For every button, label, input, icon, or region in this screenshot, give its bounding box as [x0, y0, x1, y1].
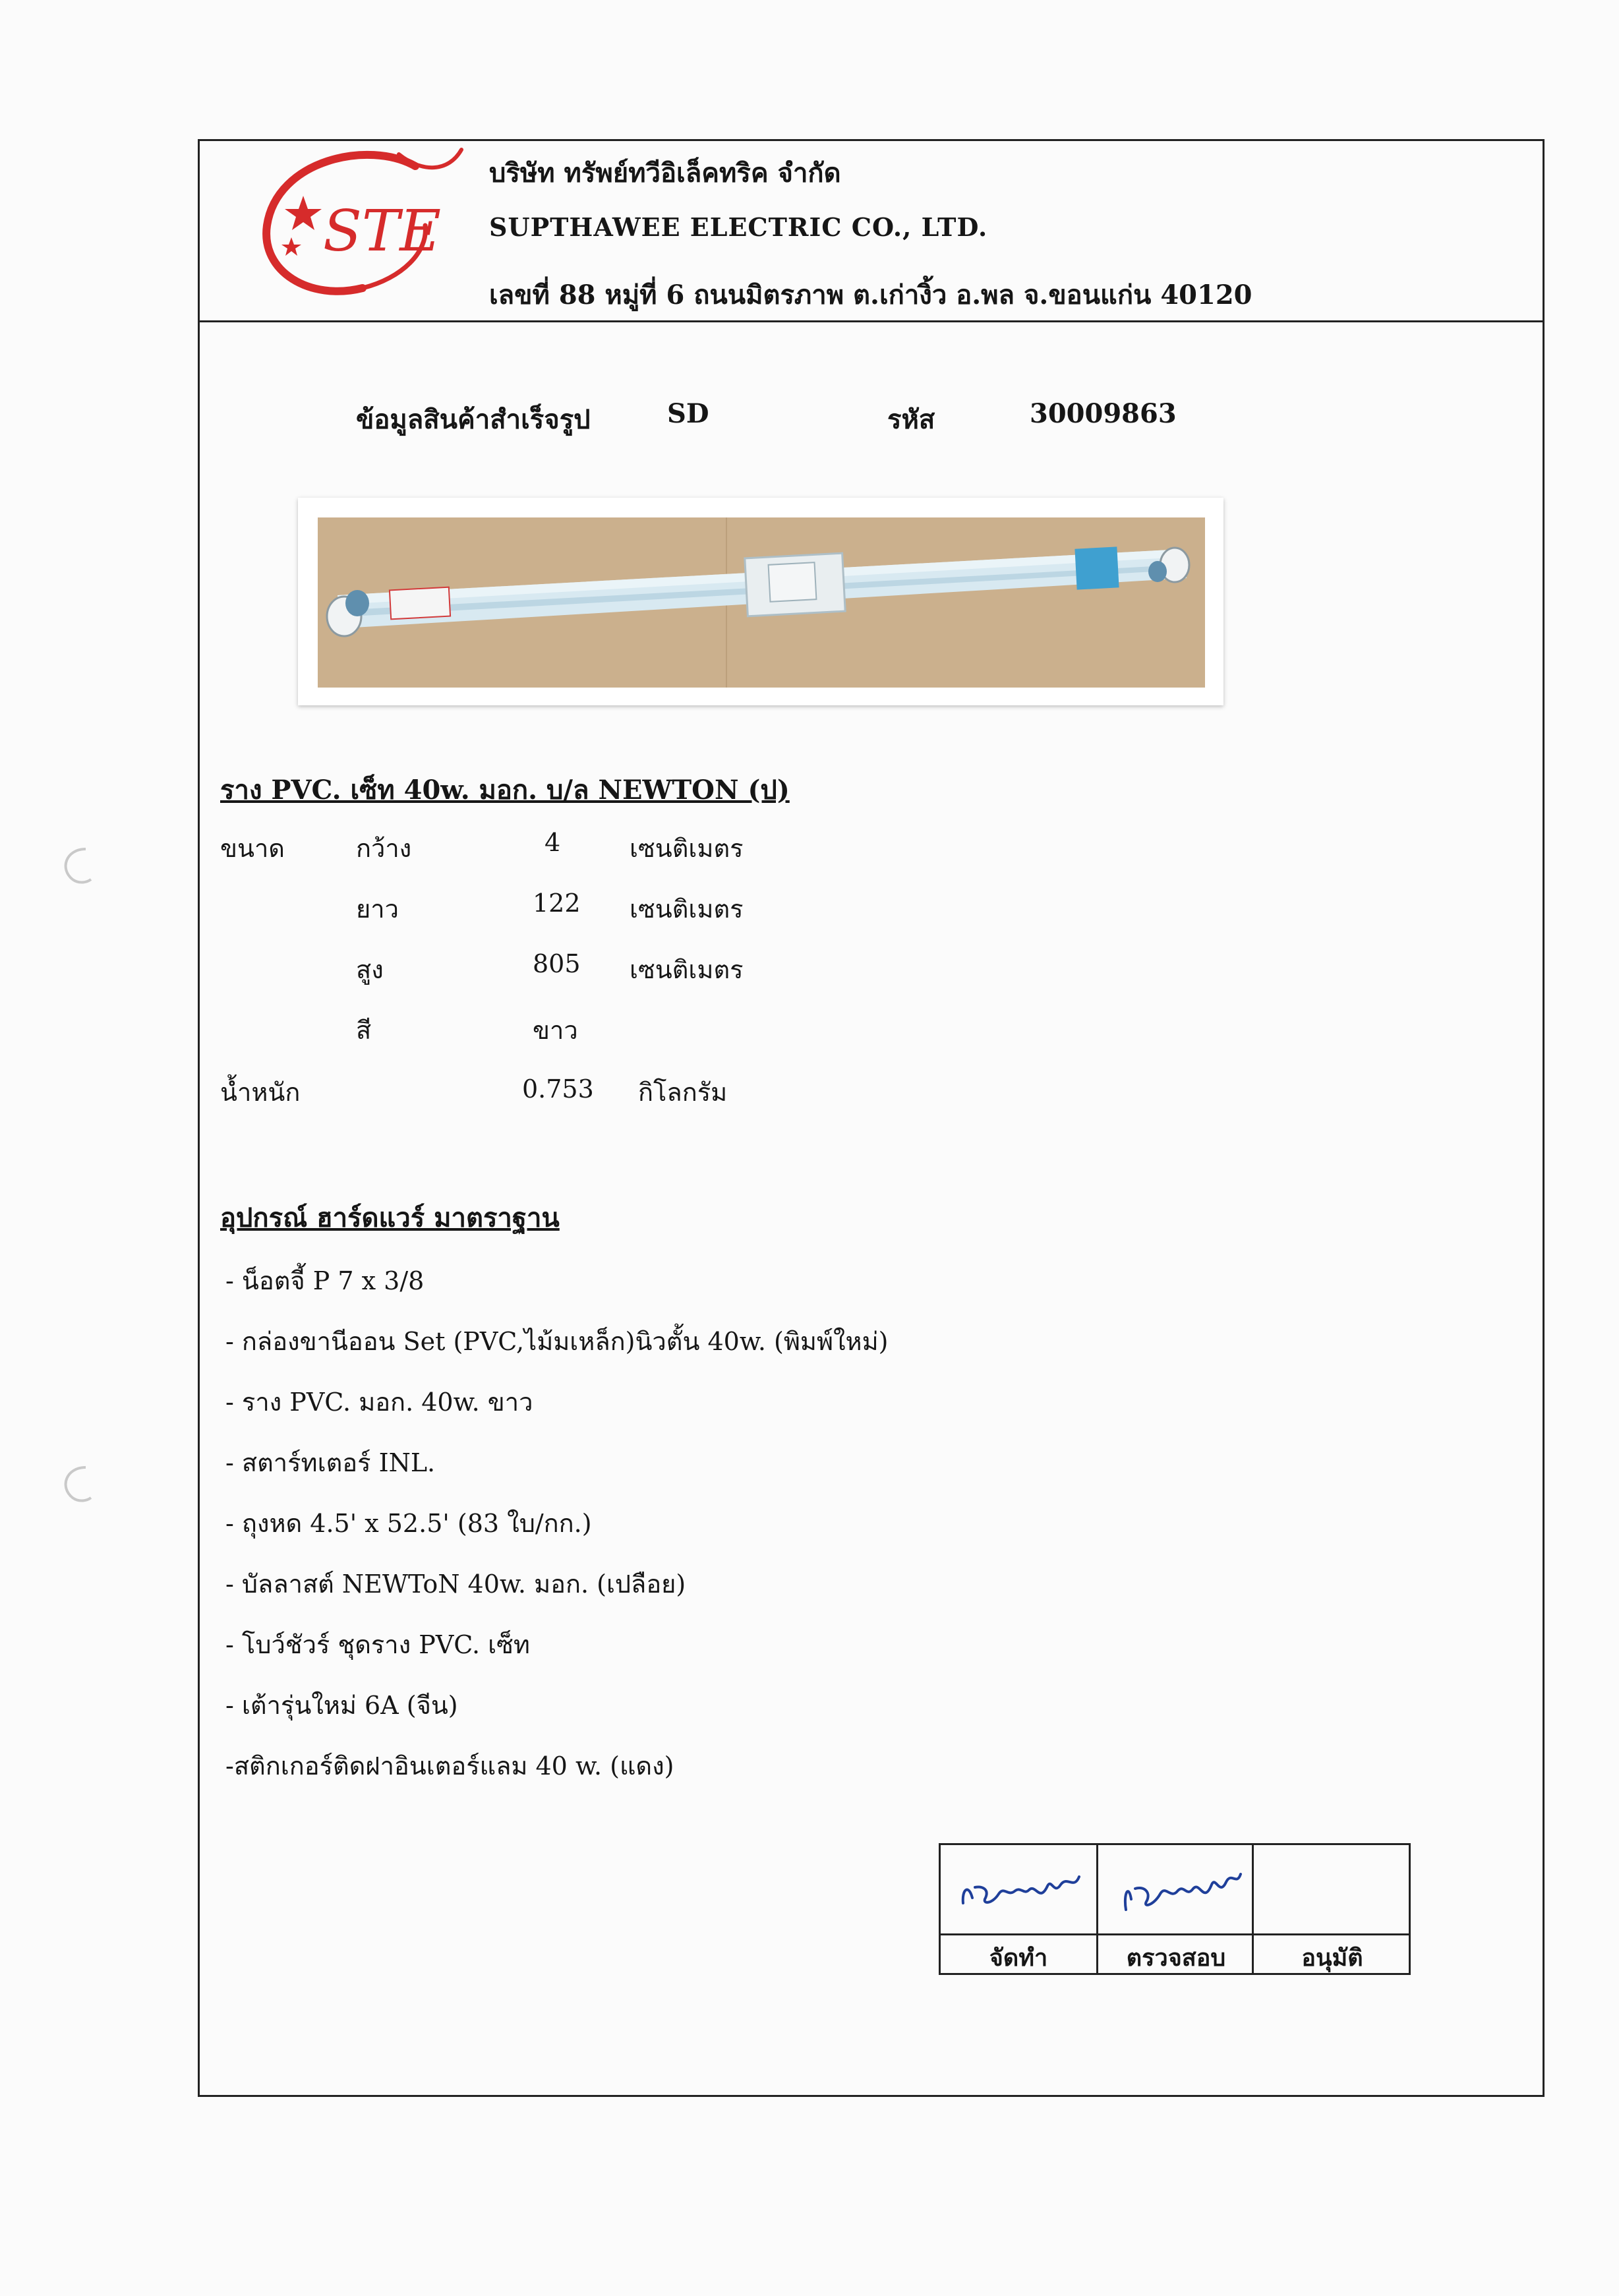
hardware-item: - กล่องขานีออน Set (PVC,ไม้มเหล็ก)นิวตั้น 40w. (พิมพ์ใหม่) — [225, 1327, 889, 1356]
star-icon — [281, 237, 301, 256]
product-type: SD — [667, 398, 709, 429]
height-value: 805 — [533, 949, 581, 978]
checked-cell — [1096, 1845, 1254, 1973]
prepared-signature — [955, 1857, 1087, 1923]
product-title: ราง PVC. เซ็ท 40w. มอก. บ/ล NEWTON (ป) — [220, 775, 790, 806]
product-code: 30009863 — [1030, 398, 1177, 429]
approval-table — [939, 1843, 1411, 1975]
logo-text: STE — [323, 198, 442, 264]
width-value: 4 — [545, 828, 561, 857]
hardware-item: -สติกเกอร์ติดฝาอินเตอร์แลม 40 w. (แดง) — [225, 1751, 674, 1781]
product-photo — [318, 517, 1205, 688]
length-label: ยาว — [356, 895, 399, 924]
hardware-item: - บัลลาสต์ NEWToN 40w. มอก. (เปลือย) — [225, 1570, 686, 1599]
checked-signature — [1113, 1857, 1245, 1923]
hardware-item: - ถุงหด 4.5' x 52.5' (83 ใบ/กก.) — [225, 1509, 592, 1538]
width-label: กว้าง — [356, 834, 412, 863]
length-value: 122 — [533, 889, 581, 918]
weight-unit: กิโลกรัม — [638, 1078, 728, 1107]
prepared-label: จัดทำ — [989, 1945, 1048, 1972]
star-icon — [285, 196, 322, 230]
hardware-item: - ราง PVC. มอก. 40w. ขาว — [225, 1388, 533, 1417]
hardware-item: - เต้ารุ่นใหม่ 6A (จีน) — [225, 1691, 458, 1720]
size-label: ขนาด — [220, 834, 285, 863]
product-info-label: ข้อมูลสินค้าสำเร็จรูป — [356, 404, 591, 435]
approved-label: อนุมัติ — [1301, 1945, 1363, 1972]
company-name-thai: บริษัท ทรัพย์ทวีอิเล็คทริค จำกัด — [489, 158, 841, 189]
width-unit: เซนติเมตร — [630, 834, 744, 863]
checked-label: ตรวจสอบ — [1126, 1945, 1226, 1972]
header-divider — [198, 320, 1545, 322]
color-label: สี — [356, 1016, 372, 1045]
height-label: สูง — [356, 955, 384, 984]
company-name-english: SUPTHAWEE ELECTRIC CO., LTD. — [489, 212, 988, 242]
weight-label: น้ำหนัก — [220, 1078, 301, 1107]
hardware-item: - น็อตจี้ P 7 x 3/8 — [225, 1266, 425, 1295]
weight-value: 0.753 — [522, 1074, 594, 1104]
prepared-cell — [941, 1845, 1096, 1973]
punch-hole — [53, 1461, 99, 1507]
hardware-item: - สตาร์ทเตอร์ INL. — [225, 1448, 436, 1477]
product-photo-card — [298, 498, 1223, 705]
hardware-title: อุปกรณ์ ฮาร์ดแวร์ มาตราฐาน — [220, 1202, 560, 1233]
company-logo — [250, 146, 468, 311]
height-unit: เซนติเมตร — [630, 955, 744, 984]
company-address: เลขที่ 88 หมู่ที่ 6 ถนนมิตรภาพ ต.เก่างิ้ว อ.พล จ.ขอนแก่น 40120 — [489, 280, 1252, 310]
approved-cell — [1252, 1845, 1411, 1973]
color-value: ขาว — [533, 1016, 578, 1045]
length-unit: เซนติเมตร — [630, 895, 744, 924]
hardware-item: - โบว์ชัวร์ ชุดราง PVC. เซ็ท — [225, 1630, 530, 1659]
product-code-label: รหัส — [887, 404, 935, 435]
punch-hole — [53, 842, 99, 889]
